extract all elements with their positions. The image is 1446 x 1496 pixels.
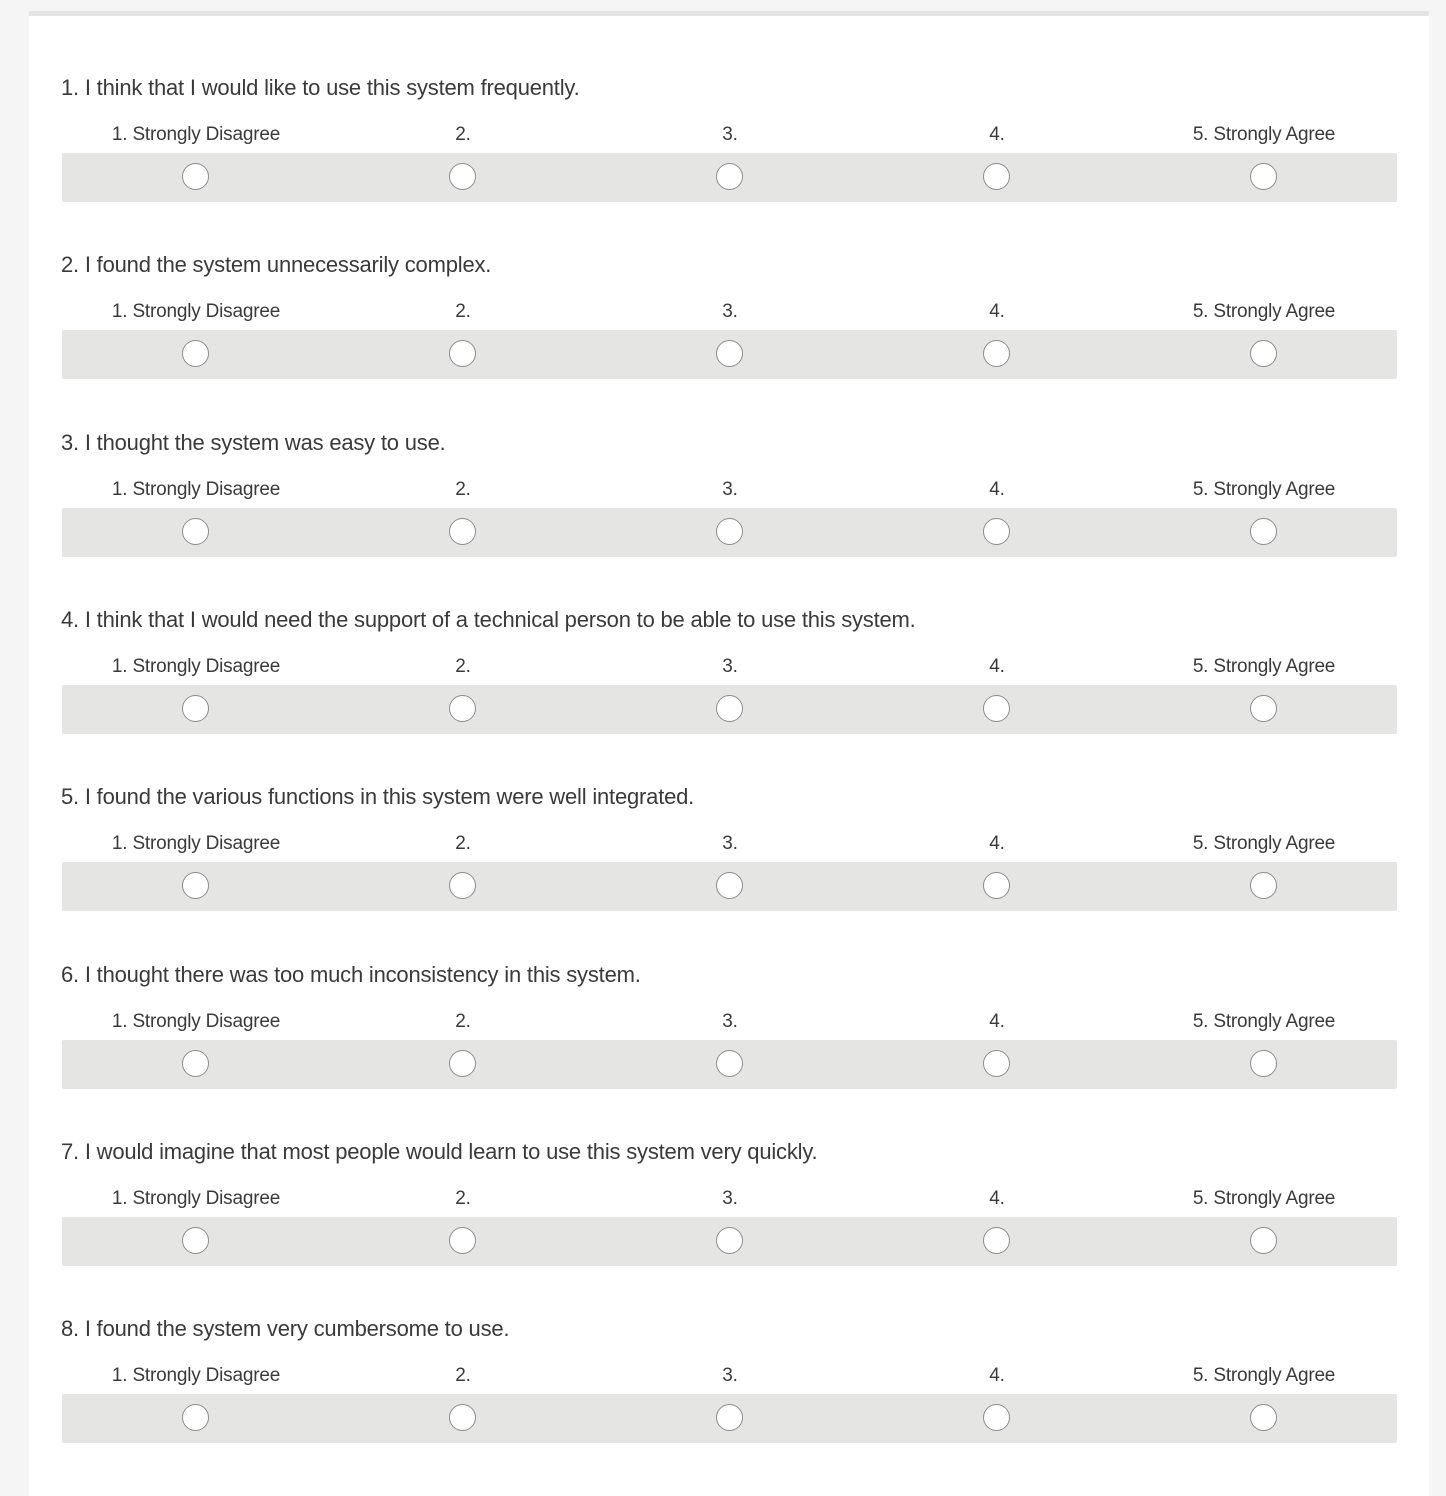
radio-option-2[interactable] [449,163,476,190]
scale-label-2: 2. [455,655,471,677]
question-block [29,371,1429,548]
radio-option-2[interactable] [449,872,476,899]
scale-label-5: 5. Strongly Agree [1192,478,1336,500]
scale-label-3: 3. [722,1365,738,1387]
scale-label-2: 2. [455,301,471,323]
scale-label-2: 2. [455,124,471,145]
scale-labels [29,1010,1429,1034]
question-text: 4. I think that I would need the support of a technical person to be able to use this system. [61,606,916,632]
scale-label-5: 5. Strongly Agree [1192,301,1336,323]
radio-option-1[interactable] [182,1050,209,1077]
question-block [29,725,1429,902]
radio-option-4[interactable] [983,1404,1010,1431]
radio-option-2[interactable] [449,1227,476,1254]
radio-option-3[interactable] [716,518,743,545]
scale-label-1: 1. Strongly Disagree [111,1365,281,1387]
scale-label-3: 3. [722,1187,738,1209]
question-text: 6. I thought there was too much inconsistency in this system. [61,961,641,987]
scale-label-2: 2. [455,1187,471,1209]
scale-label-1: 1. Strongly Disagree [111,833,281,855]
radio-option-2[interactable] [449,1404,476,1431]
radio-option-5[interactable] [1250,1404,1277,1431]
question-text: 5. I found the various functions in this system were well integrated. [61,784,695,810]
radio-option-5[interactable] [1250,163,1277,190]
scale-labels [29,1187,1429,1211]
scale-label-4: 4. [989,1187,1005,1209]
radio-option-4[interactable] [983,1227,1010,1254]
question-text: 2. I found the system unnecessarily complex. [61,252,492,278]
scale-label-3: 3. [722,301,738,323]
radio-option-1[interactable] [182,340,209,367]
scale-labels [29,1364,1429,1388]
radio-option-5[interactable] [1250,695,1277,722]
scale-label-2: 2. [455,1365,471,1387]
scale-label-1: 1. Strongly Disagree [111,655,281,677]
likert-radio-group [62,1394,1397,1443]
radio-option-5[interactable] [1250,340,1277,367]
scale-label-4: 4. [989,1010,1005,1032]
radio-option-3[interactable] [716,340,743,367]
radio-option-1[interactable] [182,872,209,899]
radio-option-5[interactable] [1250,1227,1277,1254]
radio-option-3[interactable] [716,163,743,190]
scale-label-3: 3. [722,833,738,855]
radio-option-4[interactable] [983,163,1010,190]
scale-label-1: 1. Strongly Disagree [111,1010,281,1032]
radio-option-1[interactable] [182,1227,209,1254]
scale-label-4: 4. [989,124,1005,145]
scale-labels [29,300,1429,324]
radio-option-4[interactable] [983,1050,1010,1077]
question-text: 7. I would imagine that most people would learn to use this system very quickly. [61,1138,818,1164]
scale-label-5: 5. Strongly Agree [1192,655,1336,677]
scale-labels [29,478,1429,502]
scale-label-5: 5. Strongly Agree [1192,833,1336,855]
radio-option-1[interactable] [182,163,209,190]
scale-label-3: 3. [722,1010,738,1032]
radio-option-4[interactable] [983,695,1010,722]
radio-option-2[interactable] [449,695,476,722]
radio-option-2[interactable] [449,340,476,367]
scale-label-5: 5. Strongly Agree [1192,1365,1336,1387]
scale-labels [29,832,1429,856]
radio-option-5[interactable] [1250,518,1277,545]
radio-option-4[interactable] [983,872,1010,899]
scale-label-1: 1. Strongly Disagree [111,1187,281,1209]
radio-option-1[interactable] [182,695,209,722]
scale-label-5: 5. Strongly Agree [1192,1187,1336,1209]
scale-label-4: 4. [989,1365,1005,1387]
scale-label-3: 3. [722,478,738,500]
radio-option-5[interactable] [1250,872,1277,899]
radio-option-3[interactable] [716,1050,743,1077]
question-block [29,1257,1429,1434]
scale-label-1: 1. Strongly Disagree [111,478,281,500]
scale-label-5: 5. Strongly Agree [1192,1010,1336,1032]
question-text: 3. I thought the system was easy to use. [61,429,446,455]
scale-label-4: 4. [989,655,1005,677]
scale-label-4: 4. [989,833,1005,855]
radio-option-4[interactable] [983,340,1010,367]
question-block [29,193,1429,370]
scale-label-1: 1. Strongly Disagree [111,301,281,323]
scale-label-2: 2. [455,1010,471,1032]
radio-option-1[interactable] [182,518,209,545]
scale-label-4: 4. [989,478,1005,500]
radio-option-1[interactable] [182,1404,209,1431]
scale-label-2: 2. [455,833,471,855]
scale-labels [29,655,1429,679]
radio-option-2[interactable] [449,1050,476,1077]
scale-label-3: 3. [722,655,738,677]
radio-option-4[interactable] [983,518,1010,545]
scale-label-3: 3. [722,124,738,145]
radio-option-3[interactable] [716,1227,743,1254]
scale-label-1: 1. Strongly Disagree [111,124,281,145]
scale-labels [29,123,1429,147]
radio-option-3[interactable] [716,872,743,899]
question-block [29,548,1429,725]
scale-label-4: 4. [989,301,1005,323]
radio-option-3[interactable] [716,695,743,722]
scale-label-5: 5. Strongly Agree [1192,124,1336,145]
question-text: 8. I found the system very cumbersome to use. [61,1316,510,1342]
survey-card [29,11,1429,1496]
question-text: 1. I think that I would like to use this system frequently. [61,75,580,100]
question-block [29,16,1429,193]
radio-option-2[interactable] [449,518,476,545]
radio-option-3[interactable] [716,1404,743,1431]
radio-option-5[interactable] [1250,1050,1277,1077]
question-block [29,903,1429,1080]
scale-label-2: 2. [455,478,471,500]
question-block [29,1080,1429,1257]
